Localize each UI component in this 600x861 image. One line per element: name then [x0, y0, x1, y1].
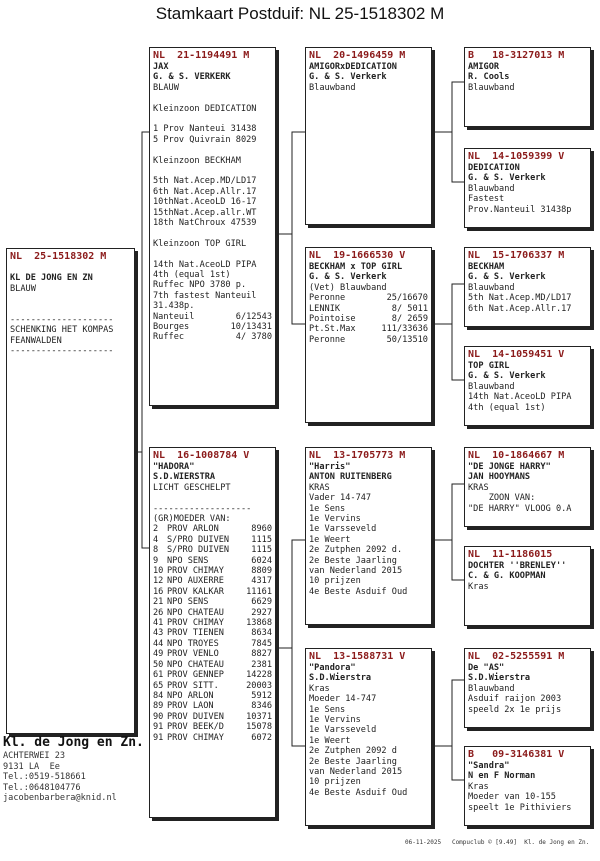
card-breeder: S.D.Wierstra — [309, 673, 372, 684]
dam-result-row: 43 PROV TIENEN 8634 — [153, 628, 272, 639]
card-color: Kras — [309, 683, 330, 694]
card-breeder: G. & S. Verkerk — [468, 371, 546, 382]
grandsire-maternal-card[interactable] — [305, 447, 432, 625]
card-name: AMIGORxDEDICATION — [309, 62, 397, 72]
card-color: Blauwband — [468, 82, 515, 93]
subject-name: KL DE JONG EN ZN — [10, 273, 93, 284]
page-title: Stamkaart Postduif: NL 25-1518302 M — [155, 4, 445, 23]
card-name: "DE JONGE HARRY" — [468, 462, 551, 472]
connector-gs2-ggs4 — [452, 324, 464, 380]
card-line: van Nederland 2015 — [309, 566, 403, 577]
card-line: Vader 14-747 — [309, 493, 372, 504]
card-breeder: G. & S. Verkerk — [309, 72, 387, 83]
card-name: "Pandora" — [309, 663, 356, 673]
great-grandparent-card-4[interactable] — [464, 346, 591, 426]
sire-line: 6th Nat.Acep.Allr.17 — [153, 186, 257, 197]
card-color: Blauwband — [309, 82, 356, 93]
card-breeder: G. & S. Verkerk — [468, 272, 546, 283]
connector-gs2-ggs3 — [432, 284, 464, 324]
dam-result-row: 44 NPO TROYES 7845 — [153, 638, 272, 649]
card-color: Kras — [468, 781, 489, 792]
card-name: "Sandra" — [468, 761, 510, 771]
connector-gs4-ggs8 — [452, 746, 464, 780]
dam-ring: NL 16-1008784 V — [153, 450, 250, 461]
card-ring: B 18-3127013 M — [468, 50, 565, 61]
card-color: Blauwband — [468, 381, 515, 392]
card-name: "Harris" — [309, 462, 351, 472]
dam-result-row: 16 PROV KALKAR 11161 — [153, 586, 272, 597]
card-color: Blauwband — [468, 683, 515, 694]
card-ring: NL 10-1864667 M — [468, 450, 565, 461]
card-line: 2e Beste Jaarling — [309, 555, 397, 566]
card-line: speeld 2x 1e prijs — [468, 704, 562, 715]
sire-line: 15thNat.Acep.allr.WT — [153, 207, 257, 218]
sire-line: 4th (equal 1st) — [153, 270, 231, 281]
card-color: KRAS — [309, 482, 330, 493]
dam-card[interactable] — [149, 447, 276, 818]
owner-address: ACHTERWEI 23 — [3, 751, 66, 761]
sire-result-row: Nanteuil 6/12543 — [153, 311, 272, 322]
sire-line: 14th Nat.AceoLD PIPA — [153, 259, 257, 270]
dam-result-row: 89 PROV LAON 8346 — [153, 701, 272, 712]
card-name: DOCHTER ''BRENLEY'' — [468, 561, 567, 571]
card-name: BECKHAM x TOP GIRL — [309, 262, 403, 272]
sire-line: Kleinzoon TOP GIRL — [153, 238, 247, 249]
dam-result-row: 26 NPO CHATEAU 2927 — [153, 607, 272, 618]
sire-card[interactable] — [149, 47, 276, 406]
card-breeder: C. & G. KOOPMAN — [468, 571, 546, 582]
card-breeder: G. & S. Verkerk — [309, 272, 387, 283]
dam-heading: (GR)MOEDER VAN: — [153, 514, 231, 525]
result-row: Peronne 50/13510 — [309, 334, 428, 345]
sire-line: Kleinzoon BECKHAM — [153, 155, 241, 166]
card-line: 2e Zutphen 2092 d. — [309, 545, 403, 556]
card-ring: NL 02-5255591 M — [468, 651, 565, 662]
card-ring: B 09-3146381 V — [468, 749, 565, 760]
card-line: van Nederland 2015 — [309, 767, 403, 778]
card-line: Moeder 14-747 — [309, 694, 377, 705]
result-row: Pointoise 8/ 2659 — [309, 314, 428, 325]
sire-result-row: Ruffec 4/ 3780 — [153, 332, 272, 343]
owner-city: 9131 LA Ee — [3, 761, 60, 772]
card-line: ZOON VAN: — [468, 493, 536, 504]
card-line: 1e Varsseveld — [309, 725, 377, 736]
sire-result-row: Bourges 10/13431 — [153, 322, 272, 333]
card-breeder: S.D.Wierstra — [468, 673, 531, 684]
card-line: 10 prijzen — [309, 777, 361, 788]
great-grandparent-card-1[interactable] — [464, 47, 591, 127]
card-name: AMIGOR — [468, 62, 500, 72]
card-line: Prov.Nanteuil 31438p — [468, 204, 572, 215]
card-breeder: ANTON RUITENBERG — [309, 472, 392, 483]
card-line: Asduif raijon 2003 — [468, 694, 562, 705]
dam-result-row: 12 NPO AUXERRE 4317 — [153, 576, 272, 587]
dam-breeder: S.D.WIERSTRA — [153, 472, 216, 483]
owner-email[interactable]: jacobenbarbera@knid.nl — [3, 793, 117, 804]
sire-color: BLAUW — [153, 82, 179, 93]
dam-result-row: 2 PROV ARLON 8960 — [153, 524, 272, 535]
dam-result-row: 8 S/PRO DUIVEN 1115 — [153, 545, 272, 556]
owner-name: Kl. de Jong en Zn. — [3, 735, 144, 750]
card-name: BECKHAM — [468, 262, 505, 272]
sire-line: 31.438p. — [153, 301, 195, 312]
card-line: 1e Sens — [309, 704, 346, 715]
sire-line: 18th NatChroux 47539 — [153, 218, 257, 229]
dam-result-row: 41 PROV CHIMAY 13868 — [153, 618, 272, 629]
card-color: Blauwband — [468, 183, 515, 194]
connector-subject-sire — [135, 132, 149, 452]
result-row: Pt.St.Max 111/33636 — [309, 324, 428, 335]
card-line: 1e Varsseveld — [309, 524, 377, 535]
great-grandparent-card-6[interactable] — [464, 546, 591, 626]
dam-name: "HADORA" — [153, 462, 195, 472]
sire-line: Ruffec NPO 3780 p. — [153, 280, 247, 291]
card-line: 1e Vervins — [309, 715, 361, 726]
sire-line: 1 Prov Nanteui 31438 — [153, 124, 257, 135]
card-breeder: JAN HOOYMANS — [468, 472, 531, 483]
great-grandparent-card-7[interactable] — [464, 648, 591, 728]
dam-result-row: 91 PROV BEEK/D 15078 — [153, 722, 272, 733]
card-line: 1e Sens — [309, 503, 346, 514]
dam-separator: ------------------- — [153, 503, 252, 514]
sire-line: 5 Prov Quivrain 8029 — [153, 134, 257, 145]
card-line: 2e Zutphen 2092 d — [309, 746, 397, 757]
card-line: 14th Nat.AceoLD PIPA — [468, 392, 572, 403]
connector-gs1-ggs2 — [452, 132, 464, 182]
card-breeder: R. Cools — [468, 72, 510, 83]
card-ring: NL 14-1059451 V — [468, 349, 565, 360]
card-color: KRAS — [468, 482, 489, 493]
card-ring: NL 13-1705773 M — [309, 450, 406, 461]
dam-result-row: 21 NPO SENS 6629 — [153, 597, 272, 608]
card-line: 1e Vervins — [309, 514, 361, 525]
sire-breeder: G. & S. VERKERK — [153, 72, 231, 83]
card-ring: NL 19-1666530 V — [309, 250, 406, 261]
card-name: De "AS" — [468, 663, 505, 673]
sire-ring: NL 21-1194491 M — [153, 50, 250, 61]
card-ring: NL 14-1059399 V — [468, 151, 565, 162]
subject-ring: NL 25-1518302 M — [10, 251, 107, 262]
card-ring: NL 11-1186015 — [468, 549, 553, 560]
card-line: 1e Weert — [309, 534, 351, 545]
card-line: 4e Beste Asduif Oud — [309, 586, 408, 597]
card-ring: NL 13-1588731 V — [309, 651, 406, 662]
connector-dam-gs3 — [276, 540, 305, 648]
great-grandparent-card-8[interactable] — [464, 746, 591, 826]
granddam-paternal-card[interactable] — [305, 247, 432, 423]
subject-pigeon-card[interactable] — [6, 248, 135, 734]
dam-result-row: 4 S/PRO DUIVEN 1115 — [153, 534, 272, 545]
card-breeder: N en F Norman — [468, 771, 536, 782]
card-color: Kras — [468, 581, 489, 592]
great-grandparent-card-5[interactable] — [464, 447, 591, 527]
subject-line: SCHENKING HET KOMPAS — [10, 325, 114, 336]
sire-name: JAX — [153, 62, 169, 72]
card-ring: NL 20-1496459 M — [309, 50, 406, 61]
result-row: LENNIK 8/ 5011 — [309, 303, 428, 314]
connector-gs3-ggs6 — [452, 540, 464, 580]
card-line: 5th Nat.Acep.MD/LD17 — [468, 293, 572, 304]
dam-result-row: 9 NPO SENS 6024 — [153, 555, 272, 566]
subject-line: -------------------- — [10, 314, 114, 325]
card-line: 10 prijzen — [309, 576, 361, 587]
great-grandparent-card-2[interactable] — [464, 148, 591, 228]
connector-gs4-ggs7 — [432, 680, 464, 746]
subject-color: BLAUW — [10, 283, 36, 294]
dam-result-row: 90 PROV DUIVEN 10371 — [153, 711, 272, 722]
card-name: TOP GIRL — [468, 361, 510, 371]
dam-result-row: 50 NPO CHATEAU 2381 — [153, 659, 272, 670]
dam-result-row: 91 PROV CHIMAY 6072 — [153, 732, 272, 743]
connector-dam-gs4 — [292, 648, 305, 746]
card-breeder: G. & S. Verkerk — [468, 173, 546, 184]
sire-line: 10thNat.AceoLD 16-17 — [153, 197, 257, 208]
card-line: Fastest — [468, 194, 505, 205]
subject-line: -------------------- — [10, 346, 114, 357]
dam-result-row: 10 PROV CHIMAY 8809 — [153, 566, 272, 577]
grandsire-paternal-card[interactable] — [305, 47, 432, 225]
card-line: 4th (equal 1st) — [468, 402, 546, 413]
sire-line: 7th fastest Nanteuil — [153, 290, 257, 301]
card-ring: NL 15-1706337 M — [468, 250, 565, 261]
owner-info — [3, 734, 144, 804]
granddam-maternal-card[interactable] — [305, 648, 432, 826]
dam-result-row: 61 PROV GENNEP 14228 — [153, 670, 272, 681]
card-color: (Vet) Blauwband — [309, 282, 387, 293]
card-line: 4e Beste Asduif Oud — [309, 787, 408, 798]
connector-sire-gs1 — [276, 132, 305, 234]
owner-phone: Tel.:0648104776 — [3, 782, 81, 793]
connector-subject-dam — [142, 452, 149, 548]
great-grandparent-card-3[interactable] — [464, 247, 591, 327]
dam-result-row: 49 PROV VENLO 8827 — [153, 649, 272, 660]
sire-line: 5th Nat.Acep.MD/LD17 — [153, 176, 257, 187]
dam-color: LICHT GESCHELPT — [153, 482, 231, 493]
sire-line: Kleinzoon DEDICATION — [153, 103, 257, 114]
card-line: speelt 1e Pithiviers — [468, 802, 572, 813]
card-line: Moeder van 10-155 — [468, 792, 556, 803]
card-line: 6th Nat.Acep.Allr.17 — [468, 303, 572, 314]
card-line: 1e Weert — [309, 735, 351, 746]
card-line: "DE HARRY" VLOOG 0.A — [468, 503, 572, 514]
card-name: DEDICATION — [468, 163, 520, 173]
dam-result-row: 65 PROV SITT. 20003 — [153, 680, 272, 691]
card-color: Blauwband — [468, 282, 515, 293]
connector-gs3-ggs5 — [432, 484, 464, 540]
subject-line: FEANWALDEN — [10, 335, 62, 346]
card-line: 2e Beste Jaarling — [309, 756, 397, 767]
result-row: Peronne 25/16670 — [309, 293, 428, 304]
connector-gs1-ggs1 — [432, 82, 464, 132]
connector-sire-gs2 — [292, 234, 305, 324]
owner-phone: Tel.:0519-518661 — [3, 772, 86, 783]
footer-credit: 06-11-2025 Compuclub © [9.49] Kl. de Jong en Zn. — [405, 839, 590, 846]
dam-result-row: 84 NPO ARLON 5912 — [153, 690, 272, 701]
